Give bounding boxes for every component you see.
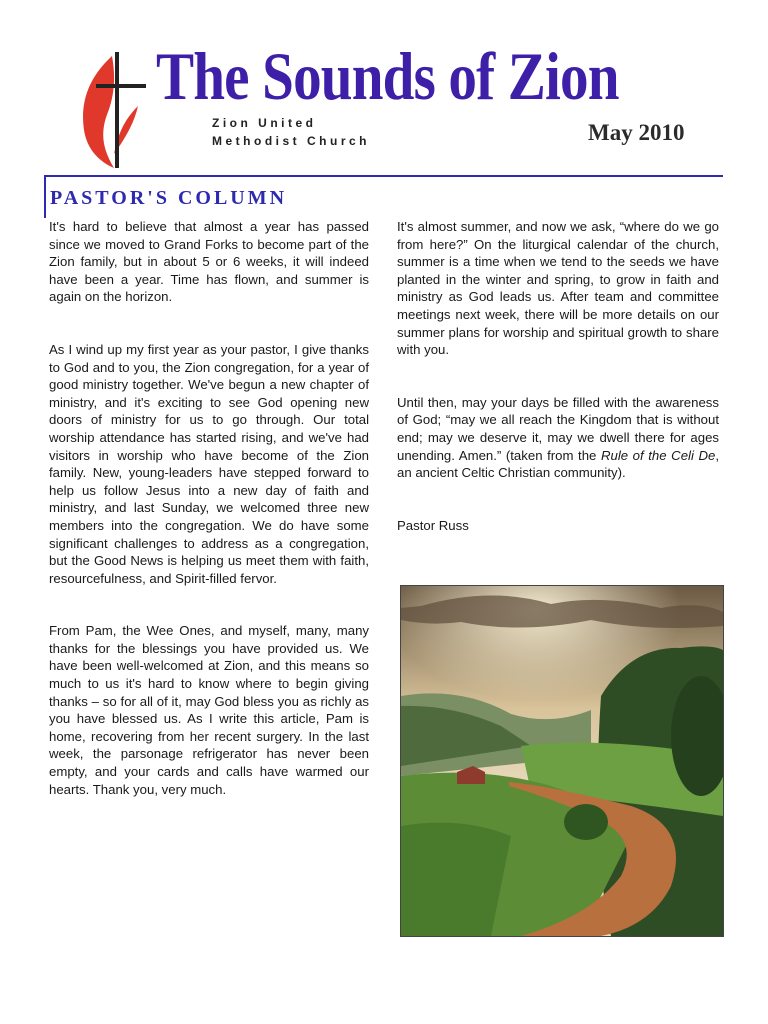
signature: Pastor Russ	[397, 517, 469, 533]
section-divider-vertical	[44, 175, 46, 218]
cross-and-flame-logo	[78, 48, 150, 170]
paragraph: It's almost summer, and now we ask, “where do we go from here?” On the liturgical calendar of the church, summer is a time when we tend to the seeds we have planted in the winter and spring, to grow in faith and ministry as God leads us. After team and committee meetings next week, there will be more details on our summer plans for worship and spiritual growth to share with you.	[397, 219, 719, 358]
church-name-line-1: Zion United	[212, 116, 317, 130]
issue-date: May 2010	[588, 120, 685, 145]
right-column	[397, 218, 719, 569]
church-name-line-2: Methodist Church	[212, 134, 370, 148]
section-title: PASTOR'S COLUMN	[50, 187, 288, 209]
paragraph	[397, 394, 719, 482]
country-road-photo	[400, 585, 724, 937]
left-column	[49, 218, 369, 833]
source-title: Rule of the Celi De	[600, 447, 716, 463]
church-name	[212, 114, 370, 150]
section-divider	[44, 175, 723, 177]
paragraph: From Pam, the Wee Ones, and myself, many, many thanks for the blessings you have provided us. We have been well-welcomed at Zion, and this means so much to us it's hard to know where to begin giving thanks – so for all of it, may God bless you as richly as you have blessed us. As I write this article, Pam is home, recovering from her recent surgery. In the last week, the parsonage refrigerator has never been empty, and your cards and calls have warmed our hearts. Thank you, very much.	[49, 623, 369, 797]
paragraph: It's hard to believe that almost a year has passed since we moved to Grand Forks to become part of the Zion family, but in about 5 or 6 weeks, it will indeed have been a year. Time has flown, and summer is again on the horizon.	[49, 219, 369, 305]
paragraph: As I wind up my first year as your pastor, I give thanks to God and to you, the Zion congregation, for a year of good ministry together. We've begun a new chapter of ministry, and it's exciting to see God opening new doors of ministry for us to go through. Our total worship attendance has started rising, and we've had visitors in worship who have become of the Zion family. New, young-leaders have stepped forward to help us follow Jesus into a new day of faith and ministry, and last Sunday, we welcomed three new members into the congregation. We do have some significant challenges to address as a congregation, but the Good News is helping us meet them with faith, resourcefulness, and Spirit-filled fervor.	[49, 341, 369, 586]
newsletter-title: The Sounds of Zion	[156, 38, 619, 114]
paragraph-text: Until then, may your days be filled with the awareness of God; “may we all reach the Kingdom that is without end; may we deserve it, may we dwell there for ages unending. Amen.” (taken from the	[397, 394, 719, 463]
paragraph-text: , an ancient Celtic Christian community).	[397, 447, 720, 481]
